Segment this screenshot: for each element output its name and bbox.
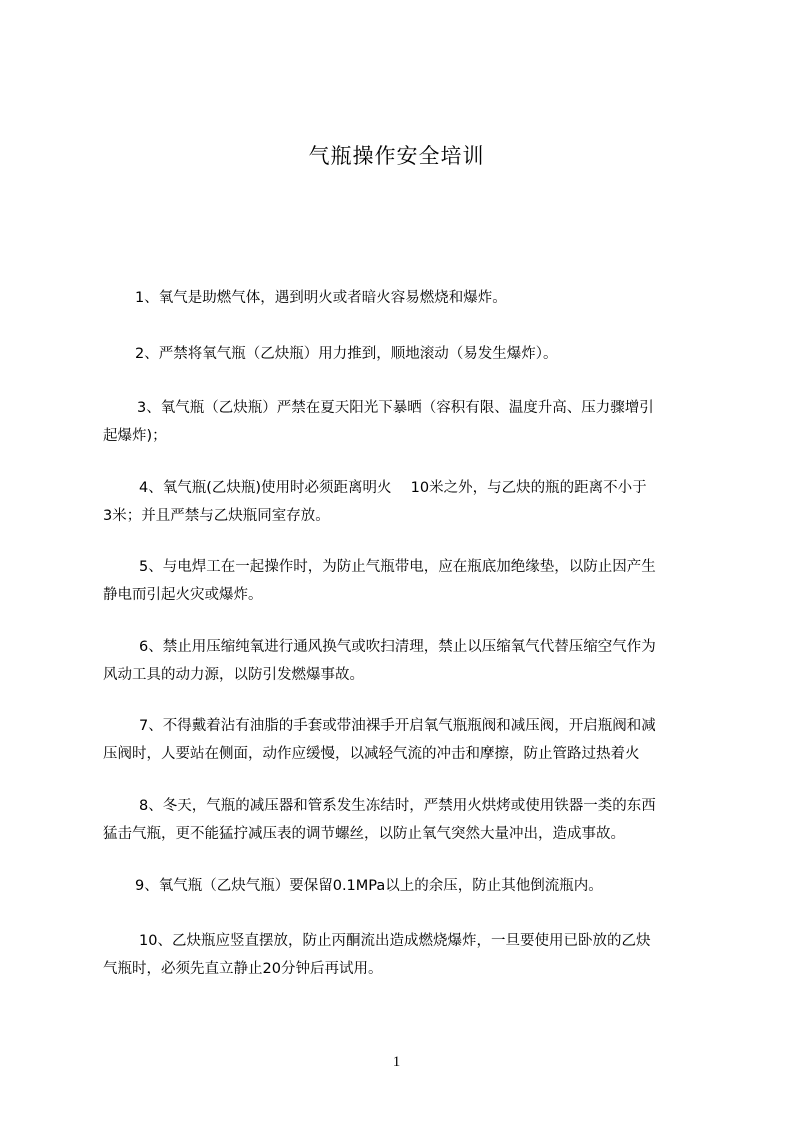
rule-item-3-line-1: 3、氧气瓶（乙炔瓶）严禁在夏天阳光下暴晒（容积有限、温度升高、压力骤增引	[137, 400, 654, 416]
document-title: 气瓶操作安全培训	[308, 144, 485, 168]
rule-item-7-line-1: 7、不得戴着沾有油脂的手套或带油裸手开启氧气瓶瓶阀和减压阀，开启瓶阀和减	[139, 718, 656, 734]
rule-item-5	[103, 553, 715, 609]
rule-item-9-line-1: 9、氧气瓶（乙炔气瓶）要保留0.1MPa以上的余压，防止其他倒流瓶内。	[135, 878, 603, 894]
rule-item-5-line-1: 5、与电焊工在一起操作时，为防止气瓶带电，应在瓶底加绝缘垫，以防止因产生	[139, 559, 656, 575]
rule-item-1-line-1: 1、氧气是助燃气体，遇到明火或者暗火容易燃烧和爆炸。	[135, 290, 507, 306]
rule-item-1	[103, 284, 715, 312]
rule-item-3-line-2: 起爆炸)；	[103, 428, 167, 444]
rule-item-3	[103, 394, 715, 450]
page-number: 1	[392, 1054, 401, 1070]
rule-item-4	[103, 474, 715, 530]
rule-item-8-line-1: 8、冬天，气瓶的减压器和管系发生冻结时，严禁用火烘烤或使用铁器一类的东西	[139, 798, 656, 814]
rule-item-6-line-1: 6、禁止用压缩纯氧进行通风换气或吹扫清理，禁止以压缩氧气代替压缩空气作为	[139, 639, 656, 655]
rule-item-2	[103, 340, 715, 368]
rule-item-6-line-2: 风动工具的动力源，以防引发燃爆事故。	[103, 667, 364, 683]
rule-item-8	[103, 792, 715, 848]
rule-item-9	[103, 872, 715, 900]
rule-item-10	[103, 927, 715, 983]
rule-item-6	[103, 633, 715, 689]
rule-item-5-line-2: 静电而引起火灾或爆炸。	[103, 587, 263, 603]
rule-item-8-line-2: 猛击气瓶，更不能猛拧减压表的调节螺丝，以防止氧气突然大量冲出，造成事故。	[103, 826, 625, 842]
rule-item-4-line-1: 4、氧气瓶(乙炔瓶)使用时必须距离明火 10米之外，与乙炔的瓶的距离不小于	[139, 480, 647, 496]
rule-item-10-line-1: 10、乙炔瓶应竖直摆放，防止丙酮流出造成燃烧爆炸，一旦要使用已卧放的乙炔	[139, 933, 651, 949]
rule-item-10-line-2: 气瓶时，必须先直立静止20分钟后再试用。	[103, 961, 383, 977]
rule-item-7-line-2: 压阀时，人要站在侧面，动作应缓慢，以减轻气流的冲击和摩擦，防止管路过热着火	[103, 746, 640, 762]
rule-item-4-line-2: 3米；并且严禁与乙炔瓶同室存放。	[103, 508, 330, 524]
rule-item-2-line-1: 2、严禁将氧气瓶（乙炔瓶）用力推到，顺地滚动（易发生爆炸）。	[135, 346, 558, 362]
rule-item-7	[103, 712, 715, 768]
